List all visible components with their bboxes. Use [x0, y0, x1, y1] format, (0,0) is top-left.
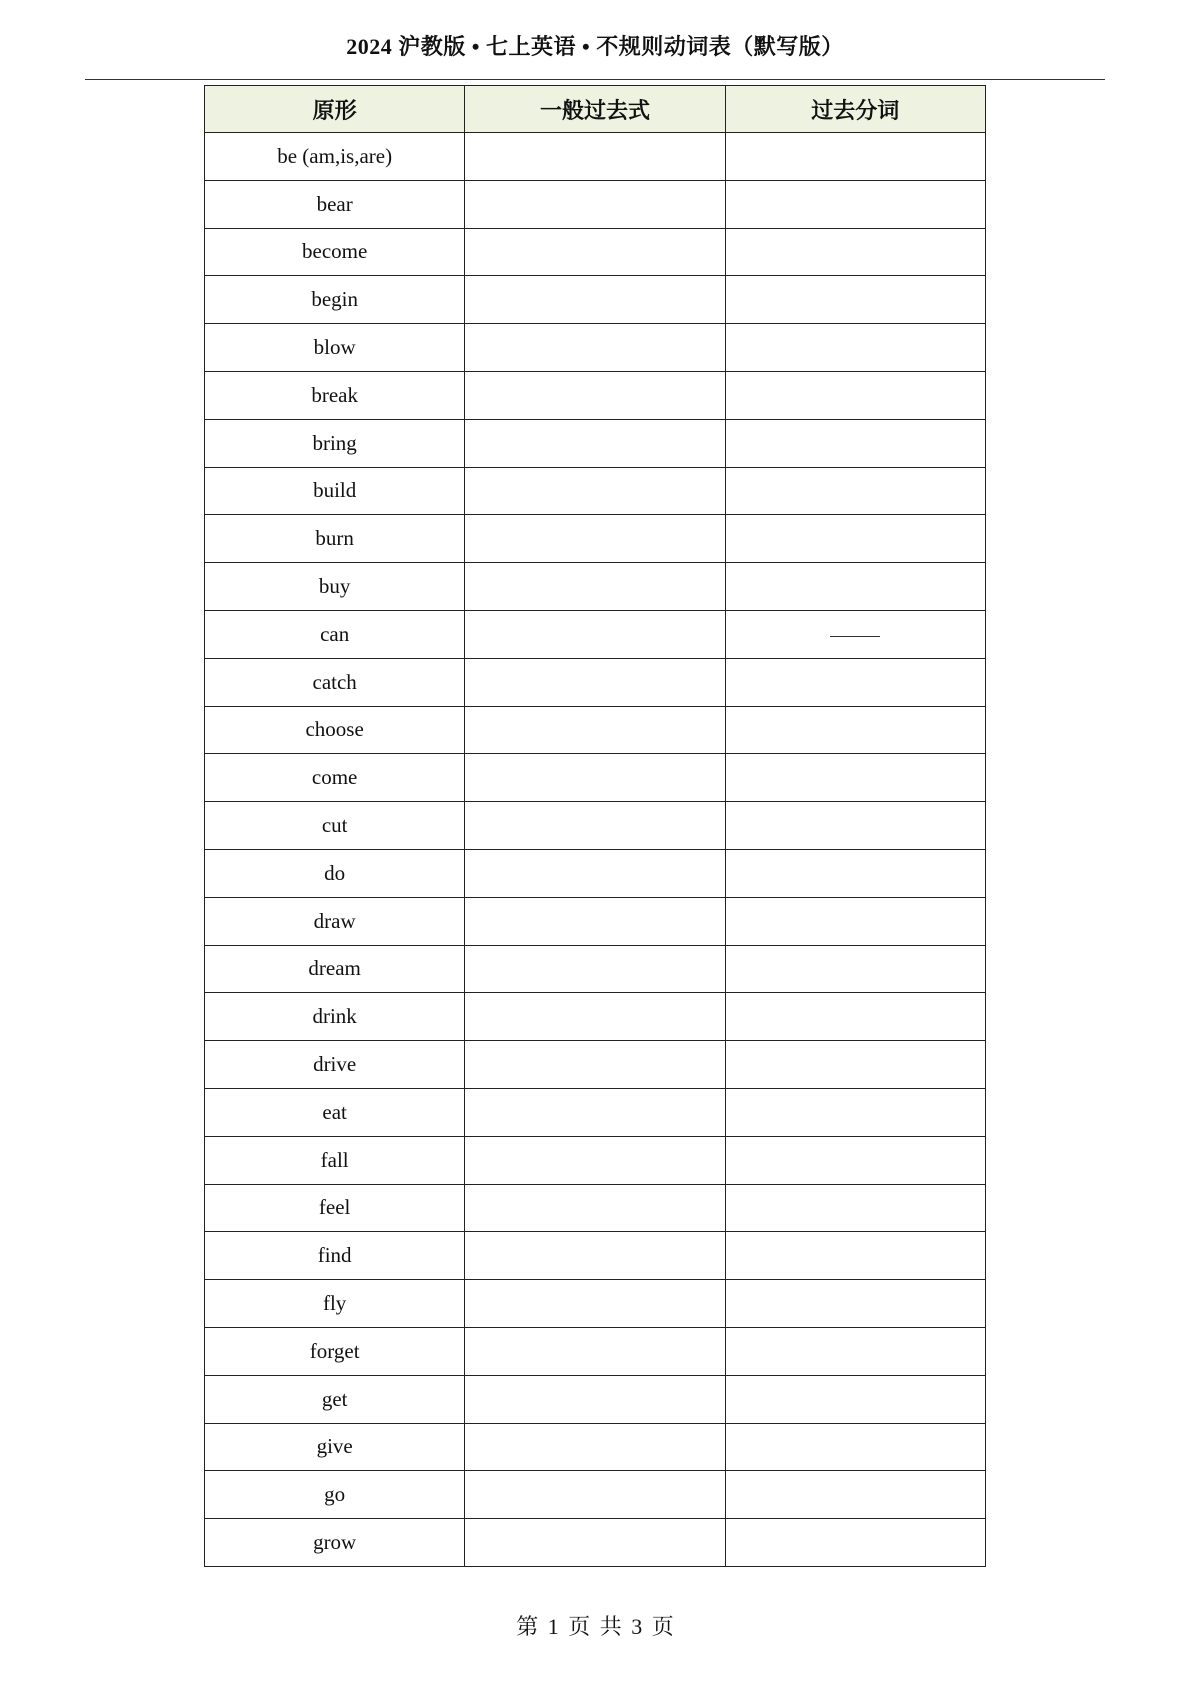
page-number-footer: 第 1 页 共 3 页	[516, 1614, 674, 1639]
column-header-past-participle: 过去分词	[725, 86, 985, 133]
past-participle-blank-cell	[725, 610, 985, 658]
past-participle-blank-cell[interactable]	[725, 897, 985, 945]
past-tense-blank-cell[interactable]	[465, 419, 725, 467]
table-row	[205, 993, 986, 1041]
base-form-cell: come	[205, 754, 465, 802]
header-divider	[85, 79, 1105, 80]
table-row	[205, 802, 986, 850]
past-participle-blank-cell[interactable]	[725, 180, 985, 228]
past-participle-blank-cell[interactable]	[725, 1280, 985, 1328]
base-form-cell: bear	[205, 180, 465, 228]
table-row	[205, 563, 986, 611]
base-form-cell: be (am,is,are)	[205, 133, 465, 181]
past-tense-blank-cell[interactable]	[465, 849, 725, 897]
past-tense-blank-cell[interactable]	[465, 371, 725, 419]
base-form-cell: drink	[205, 993, 465, 1041]
table-row	[205, 1232, 986, 1280]
table-row	[205, 945, 986, 993]
past-participle-blank-cell[interactable]	[725, 133, 985, 181]
base-form-cell: dream	[205, 945, 465, 993]
table-row	[205, 1280, 986, 1328]
base-form-cell: forget	[205, 1327, 465, 1375]
past-participle-blank-cell[interactable]	[725, 467, 985, 515]
past-tense-blank-cell[interactable]	[465, 1375, 725, 1423]
past-tense-blank-cell[interactable]	[465, 228, 725, 276]
past-participle-blank-cell[interactable]	[725, 371, 985, 419]
base-form-cell: draw	[205, 897, 465, 945]
base-form-cell: catch	[205, 658, 465, 706]
past-tense-blank-cell[interactable]	[465, 897, 725, 945]
table-row	[205, 1375, 986, 1423]
past-tense-blank-cell[interactable]	[465, 1041, 725, 1089]
table-row	[205, 897, 986, 945]
table-row	[205, 658, 986, 706]
past-participle-blank-cell[interactable]	[725, 1184, 985, 1232]
past-tense-blank-cell[interactable]	[465, 754, 725, 802]
base-form-cell: blow	[205, 324, 465, 372]
table-row	[205, 754, 986, 802]
table-row	[205, 1184, 986, 1232]
past-tense-blank-cell[interactable]	[465, 133, 725, 181]
past-participle-blank-cell[interactable]	[725, 324, 985, 372]
base-form-cell: drive	[205, 1041, 465, 1089]
base-form-cell: become	[205, 228, 465, 276]
past-tense-blank-cell[interactable]	[465, 802, 725, 850]
table-row	[205, 1519, 986, 1567]
base-form-cell: feel	[205, 1184, 465, 1232]
past-tense-blank-cell[interactable]	[465, 324, 725, 372]
table-row	[205, 1327, 986, 1375]
base-form-cell: do	[205, 849, 465, 897]
base-form-cell: go	[205, 1471, 465, 1519]
base-form-cell: buy	[205, 563, 465, 611]
table-row	[205, 610, 986, 658]
past-participle-blank-cell[interactable]	[725, 1136, 985, 1184]
past-participle-blank-cell[interactable]	[725, 1423, 985, 1471]
table-row	[205, 1471, 986, 1519]
table-row	[205, 228, 986, 276]
base-form-cell: find	[205, 1232, 465, 1280]
past-tense-blank-cell[interactable]	[465, 658, 725, 706]
table-row	[205, 1423, 986, 1471]
past-tense-blank-cell[interactable]	[465, 706, 725, 754]
past-tense-blank-cell[interactable]	[465, 1136, 725, 1184]
base-form-cell: bring	[205, 419, 465, 467]
past-participle-blank-cell[interactable]	[725, 419, 985, 467]
base-form-cell: begin	[205, 276, 465, 324]
past-tense-blank-cell[interactable]	[465, 515, 725, 563]
base-form-cell: fall	[205, 1136, 465, 1184]
past-tense-blank-cell[interactable]	[465, 180, 725, 228]
past-participle-blank-cell[interactable]	[725, 754, 985, 802]
table-row	[205, 467, 986, 515]
past-tense-blank-cell[interactable]	[465, 467, 725, 515]
base-form-cell: grow	[205, 1519, 465, 1567]
table-row	[205, 180, 986, 228]
table-row	[205, 324, 986, 372]
past-participle-blank-cell[interactable]	[725, 1471, 985, 1519]
past-participle-blank-cell[interactable]	[725, 993, 985, 1041]
past-participle-blank-cell[interactable]	[725, 658, 985, 706]
past-participle-blank-cell[interactable]	[725, 706, 985, 754]
page-title: 2024 沪教版 • 七上英语 • 不规则动词表（默写版）	[346, 34, 844, 59]
table-row	[205, 371, 986, 419]
past-tense-blank-cell[interactable]	[465, 276, 725, 324]
past-participle-blank-cell[interactable]	[725, 563, 985, 611]
past-tense-blank-cell[interactable]	[465, 1232, 725, 1280]
past-tense-blank-cell[interactable]	[465, 1184, 725, 1232]
past-participle-blank-cell[interactable]	[725, 1327, 985, 1375]
base-form-cell: get	[205, 1375, 465, 1423]
column-header-base-form: 原形	[205, 86, 465, 133]
table-row	[205, 1088, 986, 1136]
table-row	[205, 515, 986, 563]
past-participle-blank-cell[interactable]	[725, 276, 985, 324]
past-tense-blank-cell[interactable]	[465, 563, 725, 611]
base-form-cell: give	[205, 1423, 465, 1471]
table-row	[205, 276, 986, 324]
past-participle-blank-cell[interactable]	[725, 1519, 985, 1567]
table-row	[205, 419, 986, 467]
base-form-cell: burn	[205, 515, 465, 563]
base-form-cell: can	[205, 610, 465, 658]
not-applicable-dash	[830, 636, 880, 637]
past-participle-blank-cell[interactable]	[725, 849, 985, 897]
base-form-cell: fly	[205, 1280, 465, 1328]
past-tense-blank-cell[interactable]	[465, 945, 725, 993]
past-participle-blank-cell[interactable]	[725, 515, 985, 563]
past-tense-blank-cell[interactable]	[465, 610, 725, 658]
base-form-cell: cut	[205, 802, 465, 850]
past-tense-blank-cell[interactable]	[465, 1088, 725, 1136]
past-participle-blank-cell[interactable]	[725, 1041, 985, 1089]
table-row	[205, 133, 986, 181]
past-tense-blank-cell[interactable]	[465, 1327, 725, 1375]
table-body	[205, 133, 986, 1567]
past-participle-blank-cell[interactable]	[725, 1232, 985, 1280]
past-participle-blank-cell[interactable]	[725, 1088, 985, 1136]
table-header-row	[205, 86, 986, 133]
column-header-past-tense: 一般过去式	[465, 86, 725, 133]
base-form-cell: choose	[205, 706, 465, 754]
table-row	[205, 1136, 986, 1184]
table-row	[205, 706, 986, 754]
past-participle-blank-cell[interactable]	[725, 1375, 985, 1423]
table-row	[205, 849, 986, 897]
past-tense-blank-cell[interactable]	[465, 1423, 725, 1471]
table-row	[205, 1041, 986, 1089]
base-form-cell: eat	[205, 1088, 465, 1136]
past-tense-blank-cell[interactable]	[465, 993, 725, 1041]
irregular-verb-table	[204, 85, 986, 1567]
past-tense-blank-cell[interactable]	[465, 1280, 725, 1328]
past-tense-blank-cell[interactable]	[465, 1519, 725, 1567]
past-participle-blank-cell[interactable]	[725, 945, 985, 993]
base-form-cell: build	[205, 467, 465, 515]
past-participle-blank-cell[interactable]	[725, 802, 985, 850]
base-form-cell: break	[205, 371, 465, 419]
past-participle-blank-cell[interactable]	[725, 228, 985, 276]
past-tense-blank-cell[interactable]	[465, 1471, 725, 1519]
